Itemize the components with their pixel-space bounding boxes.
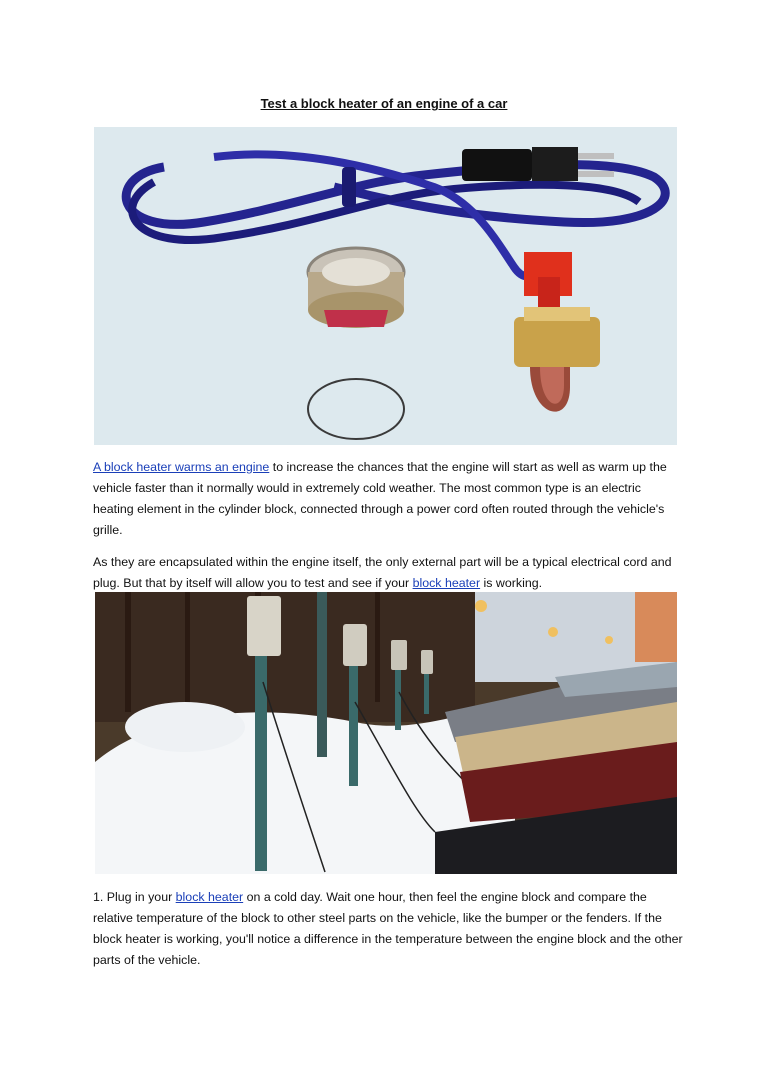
- paragraph-intro-text: to increase the chances that the engine will start as well as warm up the vehicle faster than it normally would in extremely cold weather. The most common type is an electric heating element in the cylinder block, connected through a power cord often routed through the vehicle's grille.: [93, 460, 667, 537]
- block-heater-cord-image: [94, 127, 677, 445]
- paragraph-intro: [93, 457, 685, 541]
- document-title: Test a block heater of an engine of a car: [260, 96, 508, 111]
- paragraph-external-parts-text-after: is working.: [480, 576, 543, 590]
- block-heater-cord-illustration: [94, 127, 677, 445]
- cars-plugged-in-winter-image: [95, 592, 677, 874]
- block-heater-link[interactable]: block heater: [412, 576, 481, 590]
- block-heater-step-link[interactable]: block heater: [175, 890, 244, 904]
- paragraph-external-parts-text-before: As they are encapsulated within the engine itself, the only external part will be a typical electrical cord and plug. But that by itself will allow you to test and see if your: [93, 555, 672, 590]
- paragraph-external-parts: [93, 552, 685, 594]
- block-heater-warms-engine-link[interactable]: A block heater warms an engine: [93, 460, 270, 474]
- paragraph-step-1-text-after: on a cold day. Wait one hour, then feel the engine block and compare the relative temperature of the block to other steel parts on the vehicle, like the bumper or the fenders. If the block heater is working, you'll notice a difference in the temperature between the engine block and the other parts of the vehicle.: [93, 890, 683, 967]
- winter-parking-lot-illustration: [95, 592, 677, 874]
- paragraph-step-1-text-before: 1. Plug in your: [93, 890, 176, 904]
- paragraph-step-1: [93, 887, 685, 971]
